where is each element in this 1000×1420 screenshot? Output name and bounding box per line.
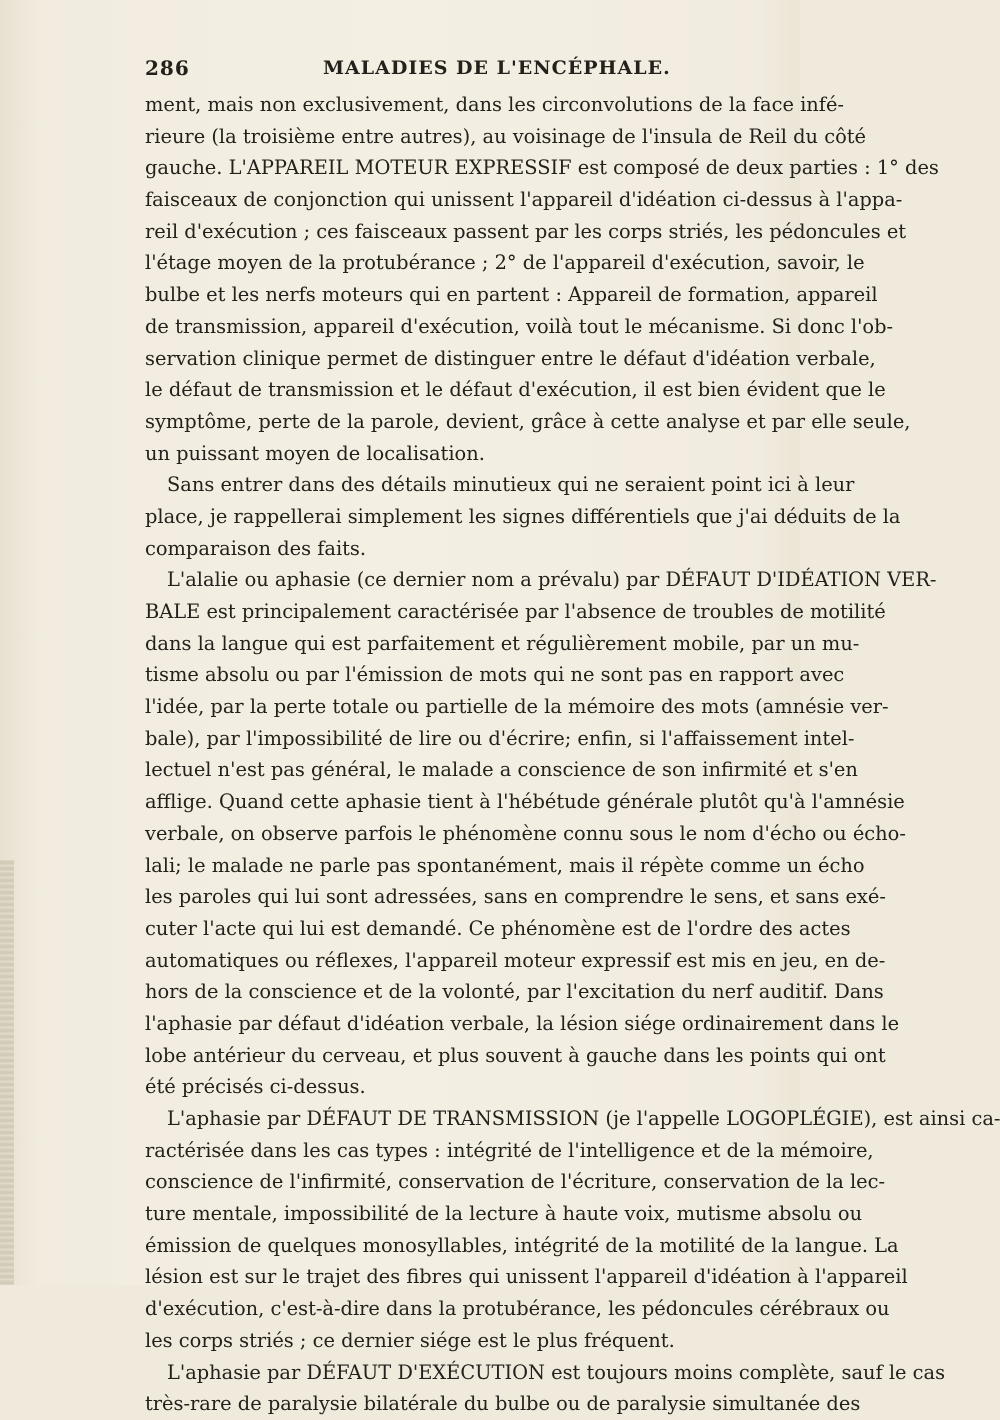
text-line: automatiques ou réflexes, l'appareil moteur expressif est mis en jeu, en de- [145, 948, 886, 972]
text-line: lali; le malade ne parle pas spontanément, mais il répète comme un écho [145, 853, 865, 877]
text-line: le défaut de transmission et le défaut d'exécution, il est bien évident que le [145, 378, 886, 402]
text-line: gauche. L'APPAREIL MOTEUR EXPRESSIF est composé de deux parties : 1° des [145, 156, 939, 180]
text-line: cuter l'acte qui lui est demandé. Ce phénomène est de l'ordre des actes [145, 916, 851, 940]
text-line: afflige. Quand cette aphasie tient à l'hébétude générale plutôt qu'à l'amnésie [145, 790, 905, 814]
text-line: l'idée, par la perte totale ou partielle de la mémoire des mots (amnésie ver- [145, 695, 889, 719]
text-line: un puissant moyen de localisation. [145, 441, 485, 465]
page-binding-edge [0, 860, 14, 1285]
text-line: les paroles qui lui sont adressées, sans en comprendre le sens, et sans exé- [145, 885, 886, 909]
text-line: symptôme, perte de la parole, devient, grâce à cette analyse et par elle seule, [145, 409, 911, 433]
text-line: tisme absolu ou par l'émission de mots qui ne sont pas en rapport avec [145, 663, 845, 687]
text-line: place, je rappellerai simplement les signes différentiels que j'ai déduits de la [145, 504, 901, 528]
text-line: l'étage moyen de la protubérance ; 2° de l'appareil d'exécution, savoir, le [145, 251, 865, 275]
text-line: bale), par l'impossibilité de lire ou d'écrire; enfin, si l'affaissement intel- [145, 726, 855, 750]
text-line: L'alalie ou aphasie (ce dernier nom a prévalu) par DÉFAUT D'IDÉATION VER- [167, 568, 937, 592]
text-line: ment, mais non exclusivement, dans les circonvolutions de la face infé- [145, 93, 844, 116]
text-line: ture mentale, impossibilité de la lecture à haute voix, mutisme absolu ou [145, 1202, 863, 1226]
text-line: rieure (la troisième entre autres), au voisinage de l'insula de Reil du côté [145, 124, 867, 148]
page-number: 286 [145, 56, 190, 80]
text-line: très-rare de paralysie bilatérale du bulbe ou de paralysie simultanée des [145, 1392, 861, 1416]
text-line: servation clinique permet de distinguer entre le défaut d'idéation verbale, [145, 346, 876, 370]
text-line: été précisés ci-dessus. [145, 1075, 366, 1099]
text-line: l'aphasie par défaut d'idéation verbale, la lésion siége ordinairement dans le [145, 1011, 900, 1035]
text-line: ractérisée dans les cas types : intégrité de l'intelligence et de la mémoire, [145, 1138, 874, 1162]
text-line: L'aphasie par DÉFAUT D'EXÉCUTION est toujours moins complète, sauf le cas [167, 1360, 946, 1384]
text-line: les corps striés ; ce dernier siége est le plus fréquent. [145, 1328, 675, 1352]
text-line: de transmission, appareil d'exécution, voilà tout le mécanisme. Si donc l'ob- [145, 314, 894, 338]
text-line: bulbe et les nerfs moteurs qui en partent : Appareil de formation, appareil [145, 283, 878, 307]
body-text [145, 89, 1000, 1420]
text-line: reil d'exécution ; ces faisceaux passent par les corps striés, les pédoncules et [145, 219, 907, 243]
text-line: verbale, on observe parfois le phénomène connu sous le nom d'écho ou écho- [145, 821, 906, 845]
running-title: MALADIES DE L'ENCÉPHALE. [323, 57, 671, 79]
text-line: L'aphasie par DÉFAUT DE TRANSMISSION (je l'appelle LOGOPLÉGIE), est ainsi ca- [167, 1107, 1000, 1130]
text-line: émission de quelques monosyllables, intégrité de la motilité de la langue. La [145, 1233, 899, 1257]
text-line: dans la langue qui est parfaitement et régulièrement mobile, par un mu- [145, 631, 860, 655]
text-line: lectuel n'est pas général, le malade a conscience de son infirmité et s'en [145, 758, 858, 782]
text-line: lésion est sur le trajet des fibres qui unissent l'appareil d'idéation à l'appareil [145, 1265, 908, 1289]
text-line: BALE est principalement caractérisée par l'absence de troubles de motilité [145, 600, 886, 623]
text-line: conscience de l'infirmité, conservation de l'écriture, conservation de la lec- [145, 1170, 886, 1194]
text-line: lobe antérieur du cerveau, et plus souvent à gauche dans les points qui ont [145, 1043, 886, 1067]
page-header [145, 56, 705, 86]
text-line: Sans entrer dans des détails minutieux qui ne seraient point ici à leur [167, 473, 855, 497]
text-line: faisceaux de conjonction qui unissent l'appareil d'idéation ci-dessus à l'appa- [145, 188, 903, 212]
text-line: d'exécution, c'est-à-dire dans la protubérance, les pédoncules cérébraux ou [145, 1297, 890, 1321]
text-line: comparaison des faits. [145, 536, 367, 560]
text-line: hors de la conscience et de la volonté, par l'excitation du nerf auditif. Dans [145, 980, 884, 1004]
